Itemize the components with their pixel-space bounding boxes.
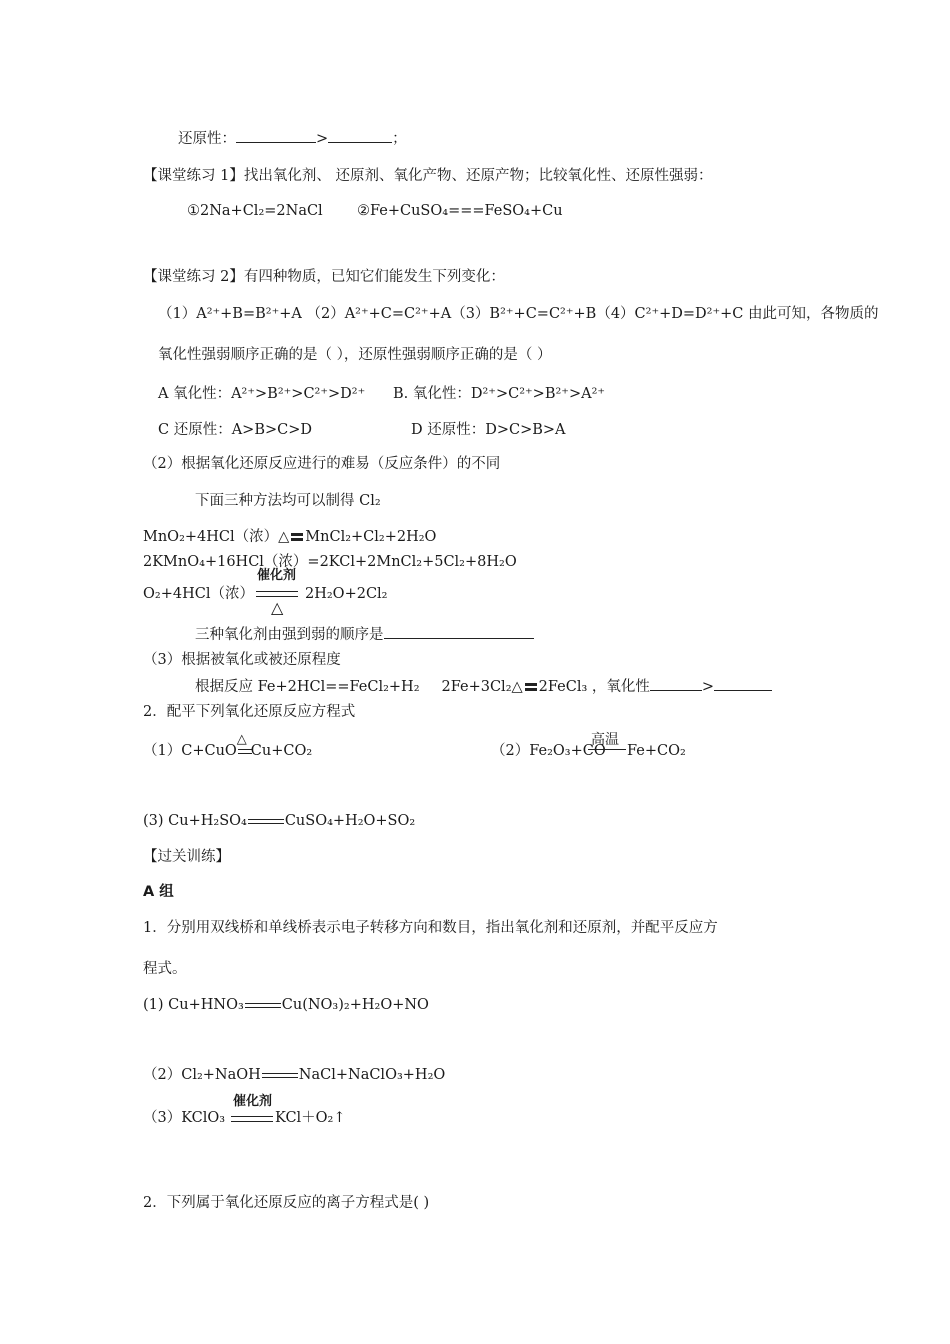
balance-2-left: （2）Fe₂O₃+CO <box>491 743 606 759</box>
cl2-eq3-left: O₂+4HCl（浓） <box>143 586 254 602</box>
oxidizing-blank-2[interactable] <box>714 676 772 691</box>
q1-3-left: （3）KClO₃ <box>143 1110 226 1126</box>
heat-triangle-icon: △ <box>236 732 247 747</box>
order-question-text: 三种氧化剂由强到弱的顺序是 <box>195 627 384 643</box>
semicolon: ； <box>392 131 407 147</box>
cl2-eq1-left: MnO₂+4HCl（浓）△ <box>143 529 290 545</box>
balance-1 <box>143 732 313 761</box>
order-question <box>195 624 534 645</box>
double-line-icon <box>248 819 284 824</box>
catalyst-label: 催化剂 <box>257 568 297 583</box>
sec3-eq-fe-cl2: 2Fe+3Cl₂△ <box>441 679 523 695</box>
q1-1-left: (1) Cu+HNO₃ <box>143 997 244 1013</box>
gt-sign: > <box>316 131 329 147</box>
q1-part1 <box>143 995 429 1015</box>
high-temp-label: 高温 <box>591 732 619 748</box>
section-3-heading: （3）根据被氧化或被还原程度 <box>143 652 341 668</box>
double-line-icon <box>245 1003 281 1008</box>
option-c: C 还原性：A>B>C>D <box>158 422 312 438</box>
option-b: B. 氧化性：D²⁺>C²⁺>B²⁺>A²⁺ <box>393 386 606 402</box>
section-2-heading: （2）根据氧化还原反应进行的难易（反应条件）的不同 <box>143 456 501 472</box>
bal3-right: CuSO₄+H₂O+SO₂ <box>284 813 416 829</box>
section-2-intro: 下面三种方法均可以制得 Cl₂ <box>195 493 381 509</box>
reaction-bar <box>588 749 626 752</box>
balance-title: 2．配平下列氧化还原反应方程式 <box>143 704 356 720</box>
thick-equals-icon <box>525 683 537 691</box>
exercise-2-title: 【课堂练习 2】有四种物质，已知它们能发生下列变化： <box>143 269 505 285</box>
training-heading: 【过关训练】 <box>143 849 230 865</box>
question-1-line2: 程式。 <box>143 961 187 977</box>
double-line-icon <box>262 1073 298 1078</box>
blank-2[interactable] <box>328 128 392 143</box>
q1-1-right: Cu(NO₃)₂+H₂O+NO <box>281 997 429 1013</box>
bal1-left: （1）C+CuO <box>143 743 237 759</box>
exercise-1-eq1: ①2Na+Cl₂=2NaCl <box>187 203 323 219</box>
reducing-label: 还原性： <box>178 131 236 147</box>
q1-2-left: （2）Cl₂+NaOH <box>143 1067 261 1083</box>
balance-3 <box>143 811 415 831</box>
cl2-eq1-right: MnCl₂+Cl₂+2H₂O <box>305 529 437 545</box>
exercise-2-reactions: （1）A²⁺+B=B²⁺+A （2）A²⁺+C=C²⁺+A（3）B²⁺+C=C²⁺+B（4）C²⁺+D=D²⁺+C 由此可知，各物质的 <box>158 306 879 322</box>
balance-2-right: Fe+CO₂ <box>627 743 686 759</box>
exercise-2-question: 氧化性强弱顺序正确的是（ ），还原性强弱顺序正确的是（ ） <box>158 347 552 363</box>
group-a-heading: A 组 <box>143 884 174 900</box>
order-blank[interactable] <box>384 624 534 639</box>
section-3-line <box>195 676 772 697</box>
q1-3-right: KCl＋O₂↑ <box>275 1110 346 1126</box>
option-d: D 还原性：D>C>B>A <box>411 422 566 438</box>
cl2-eq3-right: 2H₂O+2Cl₂ <box>305 586 388 602</box>
thick-equals-icon <box>291 533 303 541</box>
heat-triangle-icon: △ <box>271 598 284 617</box>
cl2-equation-1 <box>143 527 436 547</box>
sec3-oxidizing-text: 2FeCl₃ ，氧化性 <box>538 679 650 695</box>
sec3-eq-fe-hcl: 根据反应 Fe+2HCl==FeCl₂+H₂ <box>195 679 420 695</box>
catalyst-label: 催化剂 <box>233 1094 273 1109</box>
q1-part2 <box>143 1065 445 1085</box>
reducing-line <box>178 128 407 149</box>
gt-sign: > <box>701 679 715 695</box>
reaction-bar <box>256 591 298 597</box>
bal1-right: Cu+CO₂ <box>250 743 313 759</box>
option-a: A 氧化性：A²⁺>B²⁺>C²⁺>D²⁺ <box>158 386 366 402</box>
bal3-left: (3) Cu+H₂SO₄ <box>143 813 247 829</box>
question-2: 2．下列属于氧化还原反应的离子方程式是( ) <box>143 1195 430 1211</box>
oxidizing-blank-1[interactable] <box>650 676 702 691</box>
exercise-1-title: 【课堂练习 1】找出氧化剂、 还原剂、氧化产物、还原产物；比较氧化性、还原性强弱： <box>143 168 713 184</box>
question-1-line1: 1．分别用双线桥和单线桥表示电子转移方向和数目，指出氧化剂和还原剂，并配平反应方 <box>143 920 718 936</box>
q1-2-right: NaCl+NaClO₃+H₂O <box>298 1067 446 1083</box>
blank-1[interactable] <box>236 128 316 143</box>
cl2-equation-2: 2KMnO₄+16HCl（浓）=2KCl+2MnCl₂+5Cl₂+8H₂O <box>143 554 517 570</box>
exercise-1-eq2: ②Fe+CuSO₄===FeSO₄+Cu <box>357 203 563 219</box>
reaction-bar <box>231 1116 273 1122</box>
